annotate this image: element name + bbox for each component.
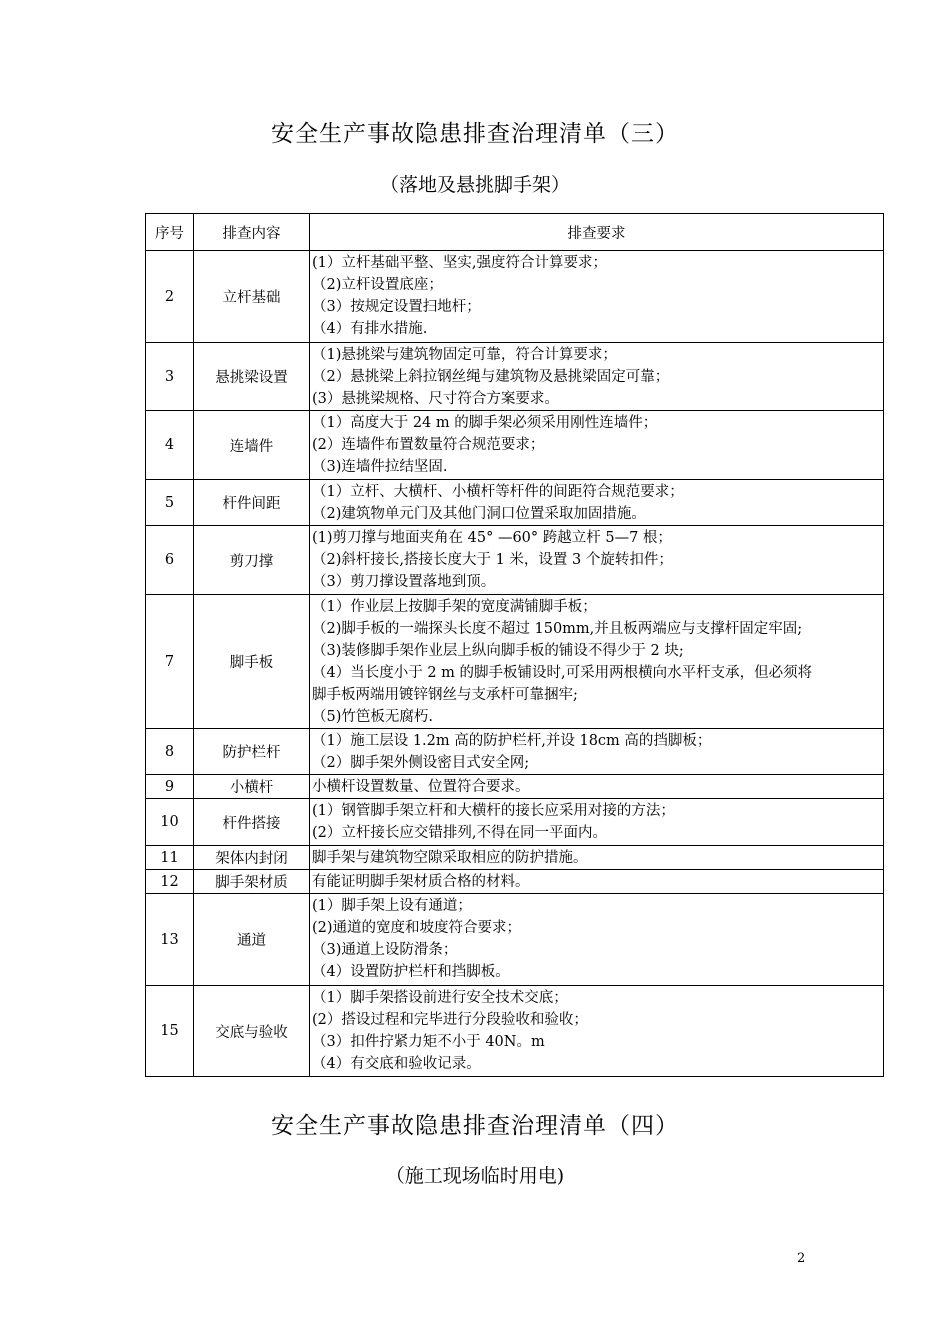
- table-row: [146, 846, 884, 870]
- row-number: 4: [146, 411, 194, 480]
- row-number: 13: [146, 894, 194, 986]
- section3-title: 安全生产事故隐患排查治理清单（三）: [271, 121, 679, 147]
- row-check-item: 小横杆: [194, 775, 310, 799]
- requirement-line: （2)斜杆接长,搭接长度大于 1 米，设置 3 个旋转扣件；: [312, 552, 673, 568]
- row-check-item: 架体内封闭: [194, 846, 310, 870]
- requirement-line: (1)剪刀撑与地面夹角在 45° —60° 跨越立杆 5—7 根；: [312, 530, 672, 546]
- requirement-line: (1）脚手架上设有通道；: [312, 898, 472, 914]
- checklist-table: [145, 213, 884, 1077]
- row-number: 5: [146, 480, 194, 526]
- table-row: [146, 799, 884, 846]
- requirement-line: （2）悬挑梁上斜拉钢丝绳与建筑物及悬挑梁固定可靠；: [312, 369, 670, 385]
- row-number: 11: [146, 846, 194, 870]
- requirement-line: （1）立杆、大横杆、小横杆等杆件的间距符合规范要求；: [312, 484, 684, 500]
- requirement-line: 小横杆设置数量、位置符合要求。: [312, 779, 530, 795]
- requirement-line: （4）有排水措施.: [312, 321, 428, 337]
- table-row: [146, 870, 884, 894]
- row-check-item: 脚手架材质: [194, 870, 310, 894]
- row-check-item: 悬挑梁设置: [194, 343, 310, 411]
- row-requirements: [310, 251, 884, 343]
- row-requirements: [310, 894, 884, 986]
- table-row: [146, 595, 884, 729]
- row-number: 12: [146, 870, 194, 894]
- requirement-line: （4）有交底和验收记录。: [312, 1056, 481, 1072]
- row-number: 10: [146, 799, 194, 846]
- requirement-line: (1）钢管脚手架立杆和大横杆的接长应采用对接的方法；: [312, 803, 675, 819]
- row-number: 8: [146, 729, 194, 775]
- row-check-item: 脚手板: [194, 595, 310, 729]
- table-row: [146, 411, 884, 480]
- requirement-line: (2)通道的宽度和坡度符合要求；: [312, 920, 522, 936]
- table-row: [146, 894, 884, 986]
- requirement-line: （3)连墙件拉结坚固.: [312, 459, 448, 475]
- requirement-line: （3）剪刀撑设置落地到顶。: [312, 574, 496, 590]
- row-requirements: [310, 729, 884, 775]
- table-row: [146, 729, 884, 775]
- row-requirements: [310, 799, 884, 846]
- requirement-line: 有能证明脚手架材质合格的材料。: [312, 874, 530, 890]
- row-check-item: 立杆基础: [194, 251, 310, 343]
- row-check-item: 连墙件: [194, 411, 310, 480]
- requirement-line: （1）脚手架搭设前进行安全技术交底；: [312, 990, 568, 1006]
- requirement-line: （5)竹笆板无腐朽.: [312, 709, 433, 725]
- header-no: 序号: [146, 214, 194, 251]
- table-row: [146, 986, 884, 1077]
- row-requirements: [310, 411, 884, 480]
- requirement-line: （1)悬挑梁与建筑物固定可靠，符合计算要求；: [312, 347, 617, 363]
- requirement-line: 脚手架与建筑物空隙采取相应的防护措施。: [312, 850, 588, 866]
- table-row: [146, 251, 884, 343]
- requirement-line: （3)装修脚手架作业层上纵向脚手板的铺设不得少于 2 块;: [312, 643, 684, 659]
- requirement-line: (3）悬挑梁规格、尺寸符合方案要求。: [312, 391, 559, 407]
- requirement-line: （2)脚手板的一端探头长度不超过 150mm,并且板两端应与支撑杆固定牢固;: [312, 621, 803, 637]
- section4-title: 安全生产事故隐患排查治理清单（四）: [271, 1113, 679, 1139]
- table-row: [146, 343, 884, 411]
- row-number: 6: [146, 526, 194, 595]
- row-requirements: [310, 595, 884, 729]
- row-number: 15: [146, 986, 194, 1077]
- header-item: 排查内容: [194, 214, 310, 251]
- row-number: 3: [146, 343, 194, 411]
- requirement-line: （4）当长度小于 2 m 的脚手板铺设时,可采用两根横向水平杆支承，但必须将: [312, 665, 813, 681]
- row-requirements: [310, 846, 884, 870]
- row-requirements: [310, 526, 884, 595]
- row-number: 7: [146, 595, 194, 729]
- section4-subtitle: （施工现场临时用电): [385, 1165, 565, 1187]
- requirement-line: （3)通道上设防滑条；: [312, 942, 458, 958]
- row-check-item: 杆件间距: [194, 480, 310, 526]
- row-requirements: [310, 775, 884, 799]
- row-requirements: [310, 343, 884, 411]
- table-row: [146, 526, 884, 595]
- requirement-line: (2）连墙件布置数量符合规范要求；: [312, 437, 545, 453]
- row-check-item: 交底与验收: [194, 986, 310, 1077]
- requirement-line: （2)立杆设置底座；: [312, 277, 443, 293]
- header-requirements: 排查要求: [310, 214, 884, 251]
- requirement-line: （1）作业层上按脚手架的宽度满铺脚手板；: [312, 599, 597, 615]
- table-header-row: [146, 214, 884, 251]
- requirement-line: （1）施工层设 1.2m 高的防护栏杆,并设 18cm 高的挡脚板；: [312, 733, 712, 749]
- requirement-line: （1）高度大于 24 m 的脚手架必须采用刚性连墙件；: [312, 415, 658, 431]
- row-check-item: 防护栏杆: [194, 729, 310, 775]
- requirement-line: （2）脚手架外侧设密目式安全网;: [312, 755, 530, 771]
- requirement-line: (1）立杆基础平整、坚实,强度符合计算要求；: [312, 255, 607, 271]
- requirement-line: (2）搭设过程和完毕进行分段验收和验收；: [312, 1012, 588, 1028]
- row-requirements: [310, 480, 884, 526]
- row-number: 2: [146, 251, 194, 343]
- table-row: [146, 480, 884, 526]
- row-requirements: [310, 986, 884, 1077]
- requirement-line: （3）扣件拧紧力矩不小于 40N。m: [312, 1034, 545, 1050]
- row-check-item: 剪刀撑: [194, 526, 310, 595]
- row-requirements: [310, 870, 884, 894]
- requirement-line: (2）立杆接长应交错排列,不得在同一平面内。: [312, 825, 607, 841]
- requirement-line: 脚手板两端用镀锌钢丝与支承杆可靠捆牢;: [312, 687, 578, 703]
- requirement-line: （2)建筑物单元门及其他门洞口位置采取加固措施。: [312, 506, 646, 522]
- requirement-line: （4）设置防护栏杆和挡脚板。: [312, 964, 510, 980]
- row-check-item: 杆件搭接: [194, 799, 310, 846]
- table-row: [146, 775, 884, 799]
- section3-subtitle: （落地及悬挑脚手架）: [379, 174, 570, 196]
- page-number: 2: [797, 1251, 806, 1266]
- requirement-line: （3）按规定设置扫地杆；: [312, 299, 481, 315]
- row-check-item: 通道: [194, 894, 310, 986]
- row-number: 9: [146, 775, 194, 799]
